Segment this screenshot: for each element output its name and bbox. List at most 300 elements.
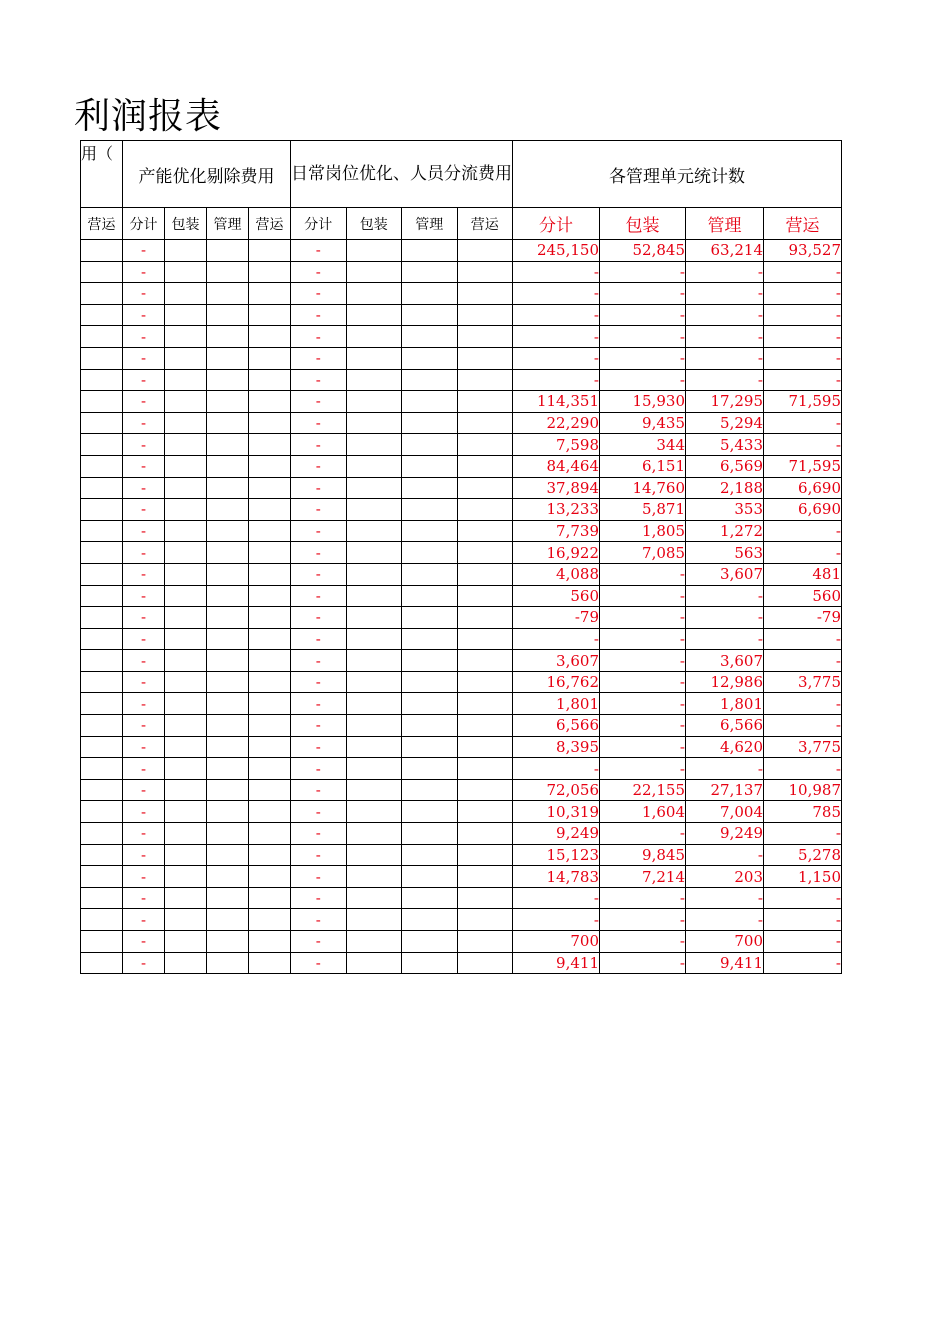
subtotal-dash-cell: - [291,736,347,758]
subtotal-dash-cell: - [291,240,347,262]
empty-cell [457,758,513,780]
empty-cell [81,499,123,521]
table-row [81,801,842,823]
empty-cell [402,261,458,283]
subtotal-dash-cell: - [123,801,165,823]
subtotal-dash-cell: - [291,477,347,499]
table-row [81,758,842,780]
empty-cell [165,650,207,672]
subtotal-dash-cell: - [123,758,165,780]
empty-cell [402,801,458,823]
subtotal-dash-cell: - [123,628,165,650]
subtotal-dash-cell: - [123,304,165,326]
unit-value-cell: - [764,412,842,434]
empty-cell [402,758,458,780]
empty-cell [402,736,458,758]
empty-cell [207,801,249,823]
sub-header-cell: 分计 [513,208,600,240]
subtotal-dash-cell: - [291,628,347,650]
empty-cell [165,283,207,305]
unit-value-cell: - [764,952,842,974]
empty-cell [346,952,402,974]
empty-cell [249,844,291,866]
subtotal-dash-cell: - [123,607,165,629]
subtotal-dash-cell: - [291,455,347,477]
subtotal-dash-cell: - [123,347,165,369]
table-row [81,779,842,801]
unit-value-cell: - [686,844,764,866]
empty-cell [249,477,291,499]
subtotal-dash-cell: - [291,347,347,369]
empty-cell [402,844,458,866]
empty-cell [457,607,513,629]
empty-cell [346,347,402,369]
empty-cell [402,779,458,801]
unit-value-cell: 6,566 [513,715,600,737]
unit-value-cell: - [513,909,600,931]
unit-value-cell: 9,845 [600,844,686,866]
empty-cell [249,671,291,693]
table-row [81,823,842,845]
empty-cell [81,477,123,499]
empty-cell [346,477,402,499]
empty-cell [165,499,207,521]
empty-cell [457,261,513,283]
unit-value-cell: 203 [686,866,764,888]
empty-cell [346,304,402,326]
subtotal-dash-cell: - [123,520,165,542]
unit-value-cell: 560 [764,585,842,607]
unit-value-cell: 9,249 [686,823,764,845]
empty-cell [402,715,458,737]
empty-cell [165,542,207,564]
subtotal-dash-cell: - [123,693,165,715]
empty-cell [81,715,123,737]
subtotal-dash-cell: - [123,369,165,391]
unit-value-cell: 7,739 [513,520,600,542]
empty-cell [249,952,291,974]
empty-cell [207,563,249,585]
empty-cell [165,628,207,650]
unit-value-cell: 7,214 [600,866,686,888]
empty-cell [165,520,207,542]
empty-cell [207,693,249,715]
empty-cell [457,304,513,326]
table-row [81,650,842,672]
unit-value-cell: - [600,369,686,391]
subtotal-dash-cell: - [291,412,347,434]
unit-value-cell: - [764,542,842,564]
empty-cell [207,585,249,607]
empty-cell [207,952,249,974]
unit-value-cell: 37,894 [513,477,600,499]
unit-value-cell: 13,233 [513,499,600,521]
unit-value-cell: 1,801 [513,693,600,715]
table-row [81,628,842,650]
empty-cell [249,434,291,456]
empty-cell [346,261,402,283]
table-row [81,866,842,888]
unit-value-cell: 3,775 [764,671,842,693]
empty-cell [249,563,291,585]
empty-cell [249,412,291,434]
empty-cell [346,887,402,909]
unit-value-cell: 560 [513,585,600,607]
unit-value-cell: - [600,628,686,650]
subtotal-dash-cell: - [123,391,165,413]
subtotal-dash-cell: - [291,607,347,629]
empty-cell [457,671,513,693]
report-title: 利润报表 [74,96,223,137]
unit-value-cell: 14,783 [513,866,600,888]
empty-cell [346,391,402,413]
unit-value-cell: 7,004 [686,801,764,823]
unit-value-cell: - [686,369,764,391]
empty-cell [346,499,402,521]
unit-value-cell: 3,607 [686,563,764,585]
unit-value-cell: - [600,715,686,737]
unit-value-cell: 1,272 [686,520,764,542]
empty-cell [81,628,123,650]
subtotal-dash-cell: - [123,931,165,953]
unit-value-cell: - [686,909,764,931]
empty-cell [249,326,291,348]
subtotal-dash-cell: - [123,952,165,974]
unit-value-cell: - [764,347,842,369]
subtotal-dash-cell: - [123,715,165,737]
group-header-partial: 用（ [81,141,123,208]
unit-value-cell: 700 [686,931,764,953]
empty-cell [402,650,458,672]
empty-cell [402,412,458,434]
sub-header-cell: 分计 [123,208,165,240]
table-row [81,369,842,391]
unit-value-cell: 12,986 [686,671,764,693]
unit-value-cell: 9,249 [513,823,600,845]
subtotal-dash-cell: - [123,542,165,564]
empty-cell [346,369,402,391]
empty-cell [457,779,513,801]
empty-cell [207,607,249,629]
unit-value-cell: 481 [764,563,842,585]
table-row [81,887,842,909]
subtotal-dash-cell: - [123,887,165,909]
table-row [81,412,842,434]
empty-cell [346,736,402,758]
unit-value-cell: - [764,931,842,953]
subtotal-dash-cell: - [123,844,165,866]
empty-cell [165,412,207,434]
unit-value-cell: - [764,715,842,737]
empty-cell [346,455,402,477]
unit-value-cell: 5,433 [686,434,764,456]
unit-value-cell: - [513,887,600,909]
empty-cell [207,650,249,672]
profit-report-table [80,140,842,974]
empty-cell [249,650,291,672]
empty-cell [457,715,513,737]
unit-value-cell: - [686,347,764,369]
subtotal-dash-cell: - [123,455,165,477]
empty-cell [81,326,123,348]
empty-cell [249,931,291,953]
unit-value-cell: 71,595 [764,391,842,413]
empty-cell [249,693,291,715]
empty-cell [402,585,458,607]
empty-cell [81,671,123,693]
unit-value-cell: 7,598 [513,434,600,456]
empty-cell [207,844,249,866]
subtotal-dash-cell: - [123,434,165,456]
empty-cell [249,758,291,780]
subtotal-dash-cell: - [123,326,165,348]
unit-value-cell: 700 [513,931,600,953]
empty-cell [207,369,249,391]
empty-cell [207,391,249,413]
empty-cell [457,520,513,542]
empty-cell [402,866,458,888]
unit-value-cell: - [600,671,686,693]
empty-cell [81,607,123,629]
subtotal-dash-cell: - [123,823,165,845]
table-row [81,499,842,521]
sub-header-cell: 营运 [249,208,291,240]
table-row [81,347,842,369]
unit-value-cell: 5,871 [600,499,686,521]
empty-cell [207,304,249,326]
empty-cell [346,585,402,607]
empty-cell [165,240,207,262]
unit-value-cell: - [513,283,600,305]
empty-cell [81,844,123,866]
table-row [81,563,842,585]
unit-value-cell: - [686,758,764,780]
empty-cell [207,866,249,888]
empty-cell [81,585,123,607]
empty-cell [165,585,207,607]
unit-value-cell: - [764,369,842,391]
unit-value-cell: - [764,520,842,542]
empty-cell [457,952,513,974]
empty-cell [207,931,249,953]
unit-value-cell: - [600,304,686,326]
empty-cell [346,693,402,715]
empty-cell [207,434,249,456]
empty-cell [81,758,123,780]
table-row [81,542,842,564]
empty-cell [207,542,249,564]
empty-cell [81,240,123,262]
empty-cell [402,607,458,629]
table-row [81,434,842,456]
empty-cell [165,931,207,953]
empty-cell [346,779,402,801]
empty-cell [402,931,458,953]
empty-cell [249,715,291,737]
empty-cell [346,758,402,780]
unit-value-cell: 4,620 [686,736,764,758]
empty-cell [207,715,249,737]
empty-cell [457,650,513,672]
unit-value-cell: 1,604 [600,801,686,823]
unit-value-cell: 8,395 [513,736,600,758]
empty-cell [207,736,249,758]
subtotal-dash-cell: - [291,887,347,909]
unit-value-cell: - [764,909,842,931]
unit-value-cell: 3,607 [686,650,764,672]
subtotal-dash-cell: - [291,801,347,823]
subtotal-dash-cell: - [123,499,165,521]
empty-cell [402,455,458,477]
subtotal-dash-cell: - [291,391,347,413]
unit-value-cell: 93,527 [764,240,842,262]
unit-value-cell: 15,123 [513,844,600,866]
unit-value-cell: 27,137 [686,779,764,801]
empty-cell [402,671,458,693]
unit-value-cell: - [600,326,686,348]
subtotal-dash-cell: - [291,434,347,456]
empty-cell [81,650,123,672]
unit-value-cell: - [686,607,764,629]
empty-cell [457,412,513,434]
group-header-capacity-optimization: 产能优化剔除费用 [123,141,291,208]
empty-cell [165,391,207,413]
empty-cell [165,844,207,866]
table-row [81,607,842,629]
empty-cell [81,931,123,953]
unit-value-cell: 5,278 [764,844,842,866]
unit-value-cell: - [764,434,842,456]
unit-value-cell: - [513,369,600,391]
empty-cell [402,499,458,521]
empty-cell [165,736,207,758]
empty-cell [346,326,402,348]
subtotal-dash-cell: - [291,758,347,780]
empty-cell [207,628,249,650]
empty-cell [346,715,402,737]
empty-cell [457,326,513,348]
empty-cell [165,952,207,974]
unit-value-cell: 16,762 [513,671,600,693]
empty-cell [165,369,207,391]
subtotal-dash-cell: - [291,369,347,391]
empty-cell [402,563,458,585]
empty-cell [207,261,249,283]
empty-cell [249,520,291,542]
empty-cell [165,326,207,348]
unit-value-cell: 785 [764,801,842,823]
empty-cell [81,779,123,801]
empty-cell [402,391,458,413]
unit-value-cell: -79 [764,607,842,629]
empty-cell [249,628,291,650]
unit-value-cell: - [686,628,764,650]
empty-cell [457,585,513,607]
empty-cell [81,801,123,823]
empty-cell [207,758,249,780]
unit-value-cell: 9,411 [513,952,600,974]
unit-value-cell: - [600,736,686,758]
subtotal-dash-cell: - [123,240,165,262]
table-row [81,671,842,693]
empty-cell [457,542,513,564]
sub-header-cell: 包装 [165,208,207,240]
unit-value-cell: 1,805 [600,520,686,542]
empty-cell [346,412,402,434]
subtotal-dash-cell: - [291,585,347,607]
empty-cell [249,887,291,909]
unit-value-cell: 5,294 [686,412,764,434]
table-row [81,909,842,931]
unit-value-cell: - [600,693,686,715]
unit-value-cell: - [686,326,764,348]
unit-value-cell: - [764,650,842,672]
empty-cell [207,823,249,845]
unit-value-cell: 3,775 [764,736,842,758]
empty-cell [81,952,123,974]
empty-cell [81,866,123,888]
unit-value-cell: - [686,887,764,909]
unit-value-cell: 6,566 [686,715,764,737]
unit-value-cell: - [764,261,842,283]
empty-cell [457,369,513,391]
unit-value-cell: - [686,585,764,607]
unit-value-cell: 3,607 [513,650,600,672]
empty-cell [457,240,513,262]
empty-cell [207,499,249,521]
unit-value-cell: - [600,261,686,283]
subtotal-dash-cell: - [291,693,347,715]
subtotal-dash-cell: - [123,283,165,305]
subtotal-dash-cell: - [291,909,347,931]
empty-cell [249,304,291,326]
subtotal-dash-cell: - [291,261,347,283]
empty-cell [249,240,291,262]
empty-cell [81,434,123,456]
empty-cell [457,347,513,369]
sub-header-cell: 包装 [346,208,402,240]
empty-cell [457,455,513,477]
empty-cell [207,887,249,909]
empty-cell [346,650,402,672]
empty-cell [457,909,513,931]
empty-cell [346,801,402,823]
unit-value-cell: - [764,628,842,650]
unit-value-cell: - [513,628,600,650]
unit-value-cell: 2,188 [686,477,764,499]
table-row [81,261,842,283]
sub-header-cell: 管理 [207,208,249,240]
empty-cell [165,909,207,931]
empty-cell [402,520,458,542]
subtotal-dash-cell: - [291,715,347,737]
unit-value-cell: - [600,909,686,931]
subtotal-dash-cell: - [123,585,165,607]
empty-cell [249,499,291,521]
table-row [81,477,842,499]
unit-value-cell: - [764,283,842,305]
empty-cell [81,823,123,845]
unit-value-cell: - [764,693,842,715]
unit-value-cell: - [513,326,600,348]
unit-value-cell: - [686,283,764,305]
subtotal-dash-cell: - [291,823,347,845]
unit-value-cell: 6,690 [764,477,842,499]
empty-cell [249,391,291,413]
empty-cell [165,801,207,823]
unit-value-cell: 10,987 [764,779,842,801]
empty-cell [81,455,123,477]
